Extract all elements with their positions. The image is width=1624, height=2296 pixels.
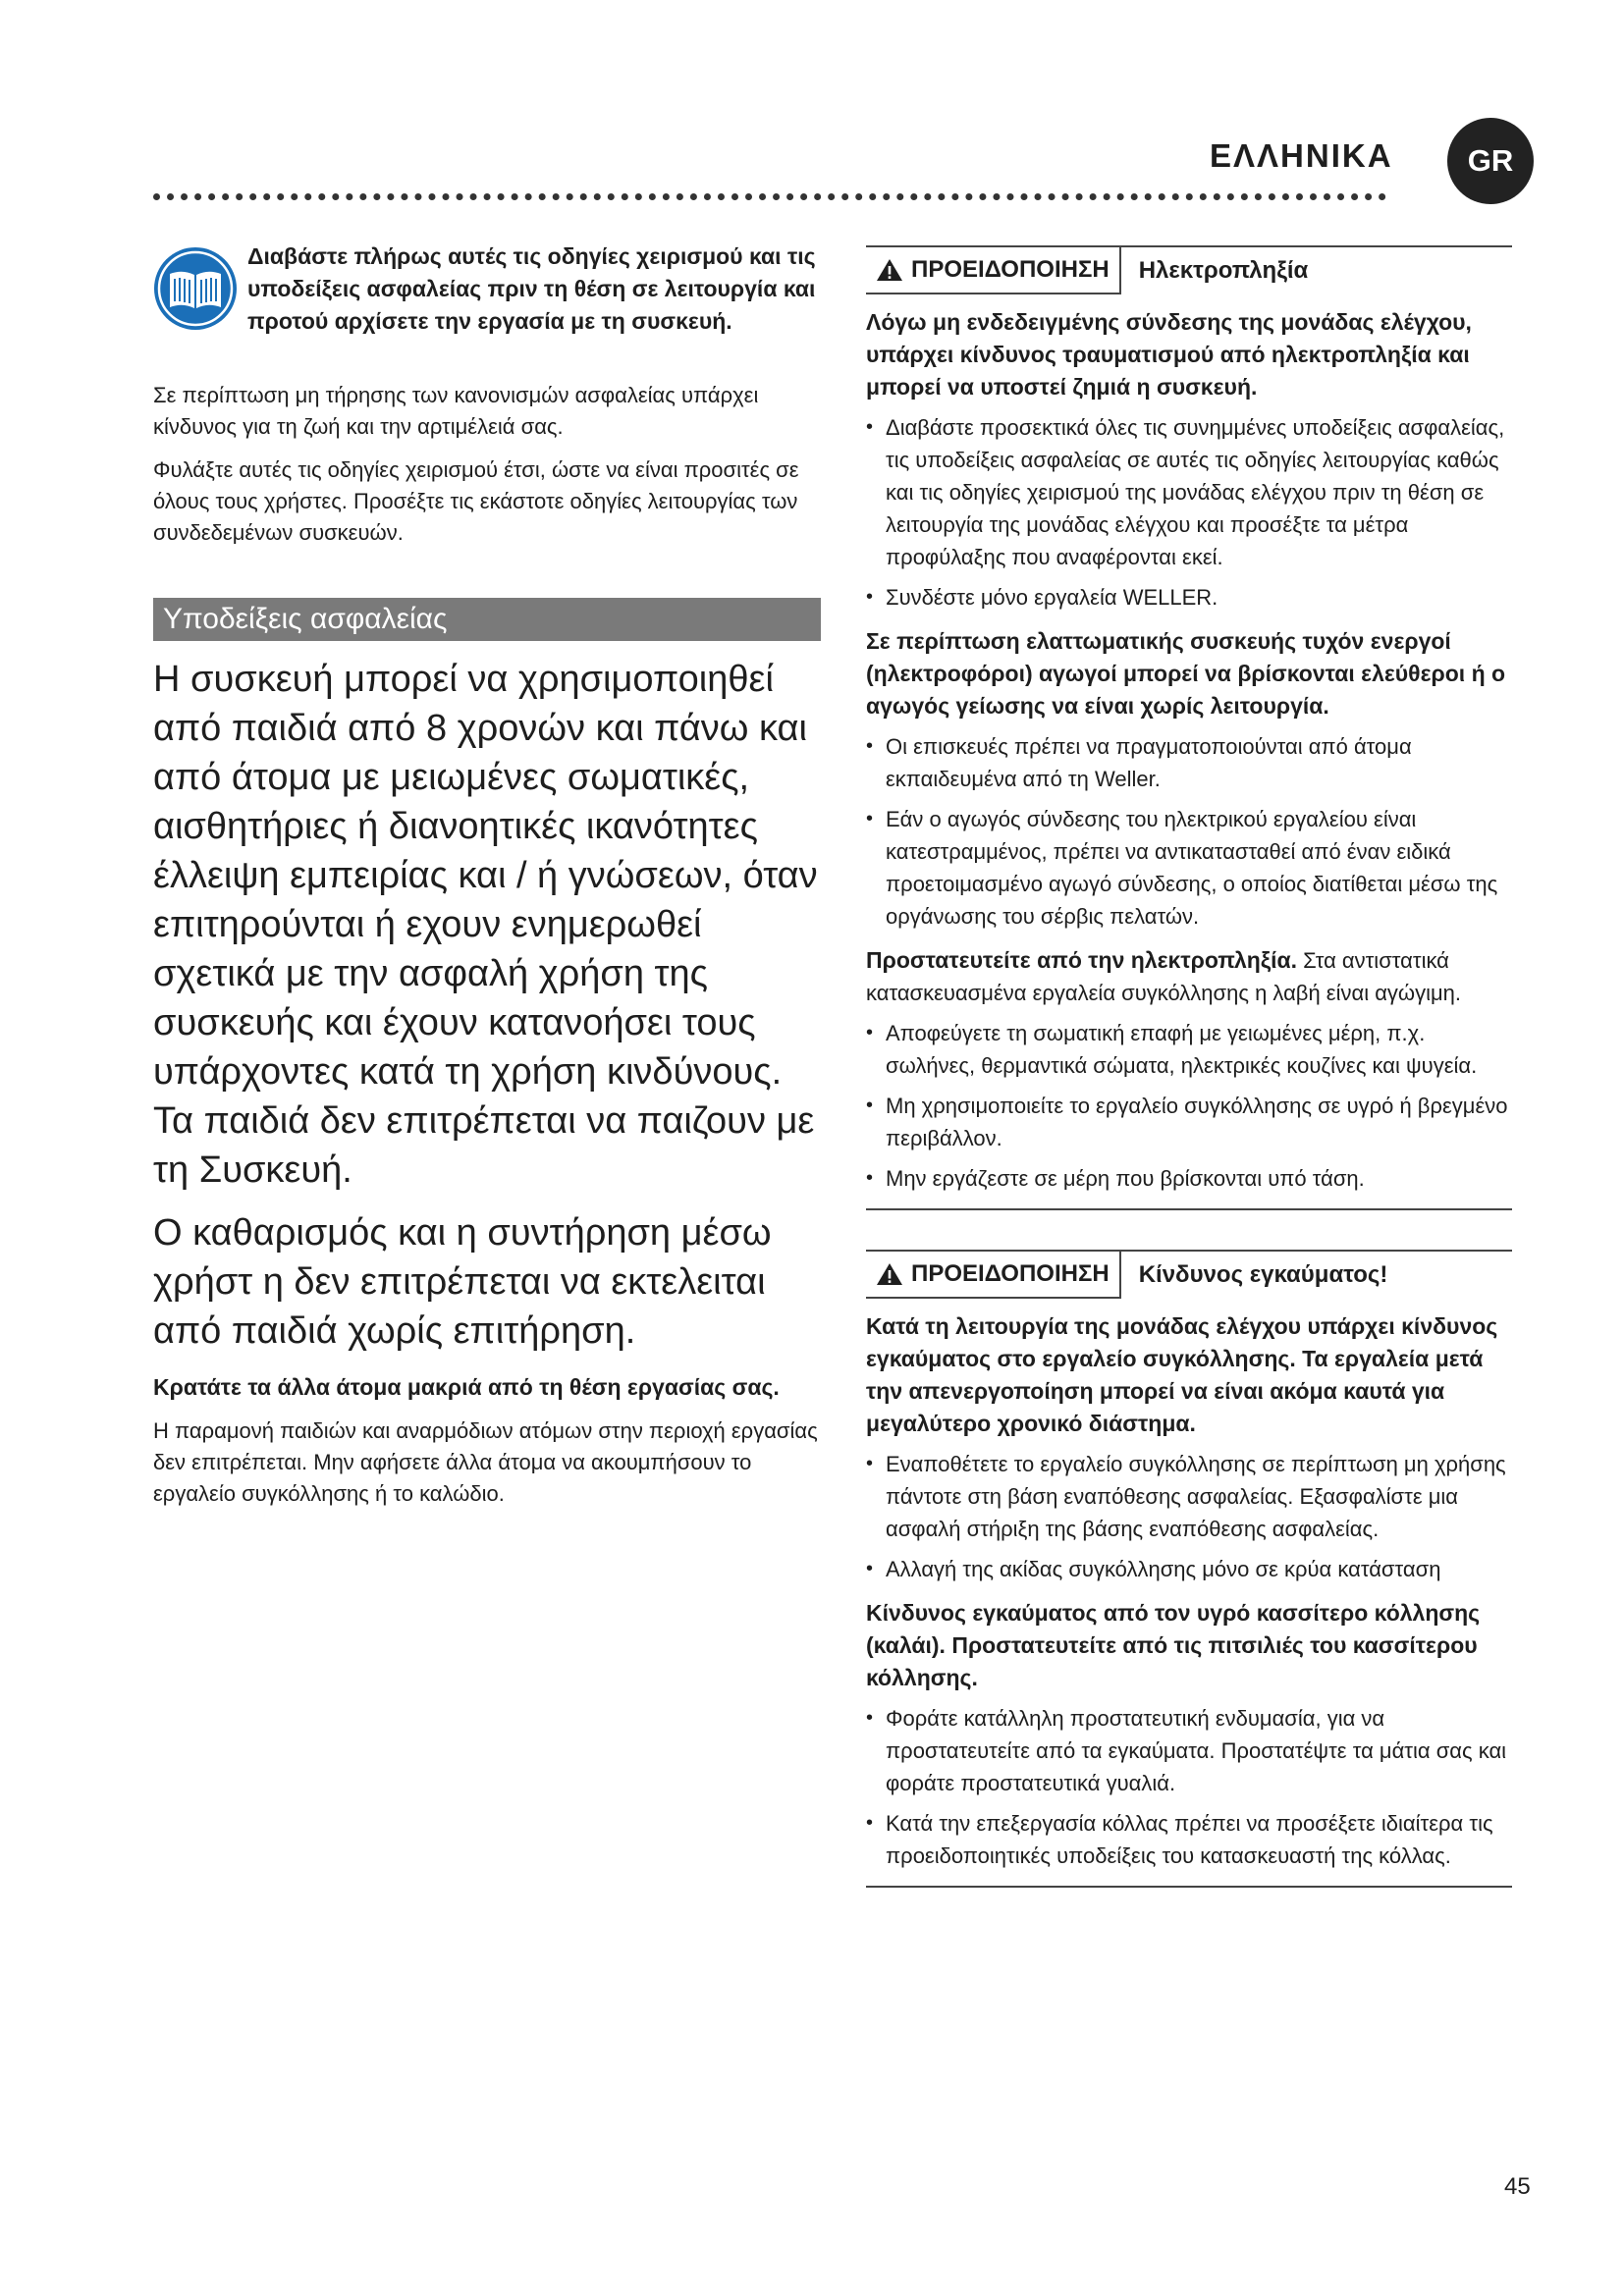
list-item: • Αλλαγή της ακίδας συγκόλλησης μόνο σε κρύα κατάσταση <box>866 1553 1512 1585</box>
list-item: • Κατά την επεξεργασία κόλλας πρέπει να προσέξετε ιδιαίτερα τις προειδοποιητικές υποδείξεις του κατασκευαστή της κόλλας. <box>866 1807 1512 1872</box>
bullet-list <box>866 1448 1512 1585</box>
defective-device-heading: Σε περίπτωση ελαττωματικής συσκευής τυχόν ενεργοί (ηλεκτροφόροι) αγωγοί μπορεί να βρίσκονται ελεύθεροι ή ο αγωγός γείωσης να είναι χωρίς λειτουργία. <box>866 628 1506 719</box>
dotted-divider <box>153 193 1386 200</box>
warning-intro: Κατά τη λειτουργία της μονάδας ελέγχου υπάρχει κίνδυνος εγκαύματος στο εργαλείο συγκόλλησης. Τα εργαλεία μετά την απενεργοποίηση μπορεί να είναι ακόμα καυτά για μεγαλύτερο χρονικό διάστημα. <box>866 1313 1498 1436</box>
safety-cleaning-text: Ο καθαρισμός και η συντήρηση μέσω χρήστ η δεν επιτρέπεται να εκτελειται από παιδιά χωρίς επιτήρηση. <box>153 1212 772 1352</box>
intro-paragraph-1: Σε περίπτωση μη τήρησης των κανονισμών ασφαλείας υπάρχει κίνδυνος για τη ζωή και την αρτιμέλειά σας. <box>153 383 759 439</box>
keep-away-paragraph: Η παραμονή παιδιών και αναρμόδιων ατόμων στην περιοχή εργασίας δεν επιτρέπεται. Μην αφήσετε άλλα άτομα να ακουμπήσουν το εργαλείο συγκόλλησης ή το καλώδιο. <box>153 1418 818 1506</box>
safety-children-text: Η συσκευή μπορεί να χρησιμοποιηθεί από παιδιά από 8 χρονών και πάνω και από άτομα με μειωμένες σωματικές, αισθητήριες ή διανοητικές ικανότητες έλλειψη εμπειρίας και / ή γνώσεων, όταν επιτηρούνται ή εχουν ενημερωθεί σχετικά με την ασφαλή χρήση της συσκευής και έχουν κατανοήσει τους υπάρχοντες κατά τη χρήση κινδύνους. Τα παιδιά δεν επιτρέπεται να παιζουν με τη Συσκευή. <box>153 659 818 1191</box>
list-item: • Αποφεύγετε τη σωματική επαφή με γειωμένες μέρη, π.χ. σωλήνες, θερμαντικά σώματα, ηλεκτρικές κουζίνες και ψυγεία. <box>866 1017 1512 1082</box>
list-item: • Εναποθέτετε το εργαλείο συγκόλλησης σε περίπτωση μη χρήσης πάντοτε στη βάση εναπόθεσης ασφαλείας. Εξασφαλίστε μια ασφαλή στήριξη της βάσης εναπόθεσης ασφαλείας. <box>866 1448 1512 1545</box>
list-item: • Μην εργάζεστε σε μέρη που βρίσκονται υπό τάση. <box>866 1162 1512 1195</box>
right-column <box>866 245 1512 1888</box>
list-item: • Μη χρησιμοποιείτε το εργαλείο συγκόλλησης σε υγρό ή βρεγμένο περιβάλλον. <box>866 1090 1512 1154</box>
bullet-list <box>866 1017 1512 1195</box>
protect-shock-bold: Προστατευτείτε από την ηλεκτροπληξία. <box>866 947 1298 973</box>
bullet-list <box>866 730 1512 933</box>
list-item: • Διαβάστε προσεκτικά όλες τις συνημμένες υποδείξεις ασφαλείας, τις υποδείξεις ασφαλείας σε αυτές τις οδηγίες λειτουργίας καθώς και τις οδηγίες χειρισμού της μονάδας ελέγχου πριν τη θέση σε λειτουργία της μονάδας ελέγχου και προσέξτε τα μέτρα προφύλαξης που αναφέρονται εκεί. <box>866 411 1512 573</box>
warning-triangle-icon <box>876 1262 903 1286</box>
language-heading: ΕΛΛΗΝΙΚΑ <box>1210 137 1393 174</box>
section-heading-safety: Υποδείξεις ασφαλείας <box>153 598 821 641</box>
warning-label <box>866 1252 1121 1299</box>
intro-warning-text: Διαβάστε πλήρως αυτές τις οδηγίες χειρισμού και τις υποδείξεις ασφαλείας πριν τη θέση σε λειτουργία και προτού αρχίσετε την εργασία με τη συσκευή. <box>247 243 816 334</box>
warning-intro: Λόγω μη ενδεδειγμένης σύνδεσης της μονάδας ελέγχου, υπάρχει κίνδυνος τραυματισμού από ηλεκτροπληξία και μπορεί να υποστεί ζημιά η συσκευή. <box>866 309 1472 400</box>
warning-electric-shock <box>866 245 1512 1210</box>
intro-paragraph-2: Φυλάξτε αυτές τις οδηγίες χειρισμού έτσι, ώστε να είναι προσιτές σε όλους τους χρήστες. Προσέξτε τις εκάστοτε οδηγίες λειτουργίας των συνδεδεμένων συσκευών. <box>153 457 799 545</box>
bullet-list <box>866 411 1512 614</box>
bullet-list <box>866 1702 1512 1872</box>
warning-title: Κίνδυνος εγκαύματος! <box>1138 1261 1388 1288</box>
warning-burn-risk <box>866 1250 1512 1888</box>
list-item: • Εάν ο αγωγός σύνδεσης του ηλεκτρικού εργαλείου είναι κατεστραμμένος, πρέπει να αντικατασταθεί από έναν ειδικά προετοιμασμένο αγωγό σύνδεσης, ο οποίος διατίθεται μέσω της οργάνωσης του σέρβις πελατών. <box>866 803 1512 933</box>
list-item: • Φοράτε κατάλληλη προστατευτική ενδυμασία, για να προστατευτείτε από τα εγκαύματα. Προστατέψτε τα μάτια σας και φοράτε προστατευτικά γυαλιά. <box>866 1702 1512 1799</box>
warning-label <box>866 247 1121 294</box>
warning-header <box>866 247 1512 294</box>
list-item: • Οι επισκευές πρέπει να πραγματοποιούνται από άτομα εκπαιδευμένα από τη Weller. <box>866 730 1512 795</box>
protect-shock-paragraph <box>866 944 1512 1009</box>
list-item: • Συνδέστε μόνο εργαλεία WELLER. <box>866 581 1512 614</box>
warning-label-text: ΠΡΟΕΙΔΟΠΟΙΗΣΗ <box>911 1260 1110 1287</box>
solder-burn-heading: Κίνδυνος εγκαύματος από τον υγρό κασσίτερο κόλλησης (καλάι). Προστατευτείτε από τις πιτσιλιές του κασσίτερου κόλλησης. <box>866 1600 1481 1690</box>
warning-label-text: ΠΡΟΕΙΔΟΠΟΙΗΣΗ <box>911 256 1110 283</box>
intro-block <box>153 240 821 368</box>
warning-title: Ηλεκτροπληξία <box>1138 257 1309 284</box>
manual-book-icon <box>153 246 238 331</box>
page-number: 45 <box>1504 2173 1531 2200</box>
keep-away-heading: Κρατάτε τα άλλα άτομα μακριά από τη θέση εργασίας σας. <box>153 1374 780 1400</box>
warning-triangle-icon <box>876 258 903 282</box>
language-badge: GR <box>1447 118 1534 204</box>
left-column <box>153 240 821 1510</box>
protect-shock-text: Στα αντιστατικά κατασκευασμένα εργαλεία συγκόλλησης η λαβή είναι αγώγιμη. <box>866 948 1462 1005</box>
warning-header <box>866 1252 1512 1299</box>
